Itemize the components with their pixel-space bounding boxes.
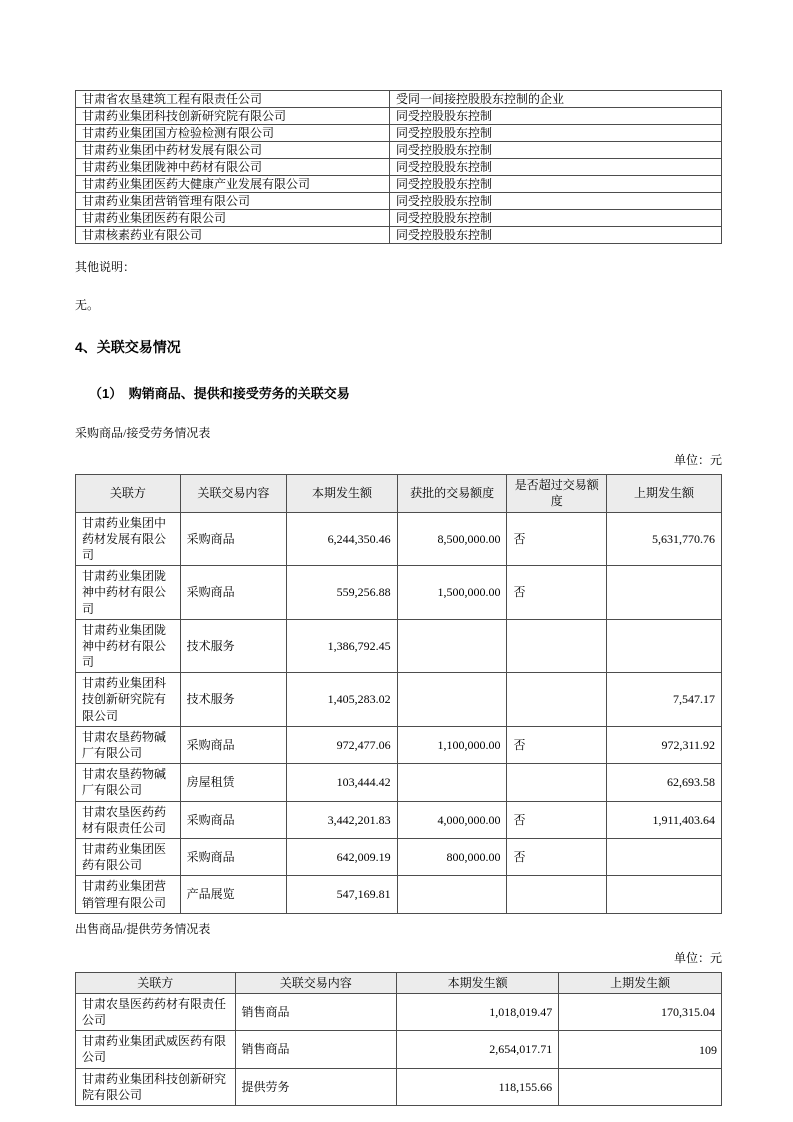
table-cell: 170,315.04 (559, 993, 722, 1030)
table-row (76, 210, 722, 227)
section-title: 4、关联交易情况 (75, 339, 181, 356)
table-cell: 547,169.81 (287, 876, 397, 913)
table-cell (606, 876, 721, 913)
table-cell: 销售商品 (235, 993, 397, 1030)
table-cell: 销售商品 (235, 1031, 397, 1068)
table-cell: 甘肃药业集团陇神中药材有限公司 (76, 619, 181, 673)
table-cell: 甘肃药业集团营销管理有限公司 (76, 193, 390, 210)
table-cell: 甘肃药业集团医药大健康产业发展有限公司 (76, 176, 390, 193)
table-row (76, 125, 722, 142)
table-row (76, 227, 722, 244)
column-header: 关联交易内容 (180, 475, 287, 512)
table-cell: 采购商品 (180, 566, 287, 620)
table-cell: 甘肃药业集团中药材发展有限公司 (76, 142, 390, 159)
table-row (76, 876, 722, 913)
table-cell: 6,244,350.46 (287, 512, 397, 566)
table-row (76, 193, 722, 210)
table-row (76, 142, 722, 159)
table-cell: 否 (507, 726, 606, 763)
sales-table-caption: 出售商品/提供劳务情况表 (75, 921, 211, 936)
table-cell: 甘肃省农垦建筑工程有限责任公司 (76, 91, 390, 108)
table-cell: 972,477.06 (287, 726, 397, 763)
column-header: 关联方 (76, 475, 181, 512)
page-number: 109 (699, 1043, 717, 1057)
table-row (76, 801, 722, 838)
table-cell: 1,405,283.02 (287, 673, 397, 727)
table-cell: 8,500,000.00 (397, 512, 507, 566)
column-header: 关联交易内容 (235, 972, 397, 993)
table-cell (397, 764, 507, 801)
table-cell: 7,547.17 (606, 673, 721, 727)
table-cell: 甘肃药业集团科技创新研究院有限公司 (76, 1068, 236, 1105)
table-row (76, 1031, 722, 1068)
table-cell: 同受控股股东控制 (389, 193, 721, 210)
table-row (76, 838, 722, 875)
table-cell: 甘肃药业集团医药有限公司 (76, 210, 390, 227)
table-cell: 642,009.19 (287, 838, 397, 875)
table-row (76, 566, 722, 620)
table-cell: 甘肃药业集团国方检验检测有限公司 (76, 125, 390, 142)
other-notes-label: 其他说明： (75, 260, 136, 274)
purchase-table-unit-label: 单位：元 (673, 453, 722, 468)
table-cell: 否 (507, 801, 606, 838)
sales-goods-services-table (75, 972, 722, 1106)
sales-table-unit-label: 单位：元 (673, 950, 722, 965)
table-cell: 否 (507, 566, 606, 620)
column-header: 获批的交易额度 (397, 475, 507, 512)
table-cell: 559,256.88 (287, 566, 397, 620)
table-cell (606, 566, 721, 620)
purchase-table-caption: 采购商品/接受劳务情况表 (75, 426, 211, 441)
column-header: 关联方 (76, 972, 236, 993)
table-cell: 同受控股股东控制 (389, 210, 721, 227)
table-cell: 同受控股股东控制 (389, 125, 721, 142)
column-header: 本期发生额 (287, 475, 397, 512)
table-cell: 1,500,000.00 (397, 566, 507, 620)
table-row (76, 91, 722, 108)
table-cell: 1,911,403.64 (606, 801, 721, 838)
column-header: 上期发生额 (606, 475, 721, 512)
table-cell: 采购商品 (180, 512, 287, 566)
table-cell: 甘肃药业集团科技创新研究院有限公司 (76, 108, 390, 125)
table-cell: 103,444.42 (287, 764, 397, 801)
table-cell: 采购商品 (180, 726, 287, 763)
table-cell: 62,693.58 (606, 764, 721, 801)
subsection-title: （1） 购销商品、提供和接受劳务的关联交易 (89, 386, 350, 402)
column-header: 本期发生额 (397, 972, 559, 993)
table-cell: 甘肃药业集团陇神中药材有限公司 (76, 566, 181, 620)
table-row (76, 1068, 722, 1105)
table-cell: 800,000.00 (397, 838, 507, 875)
table-cell: 甘肃药业集团中药材发展有限公司 (76, 512, 181, 566)
table-cell: 同受控股股东控制 (389, 227, 721, 244)
table-cell (507, 619, 606, 673)
table-cell: 甘肃核素药业有限公司 (76, 227, 390, 244)
table-cell (606, 838, 721, 875)
table-cell: 技术服务 (180, 673, 287, 727)
table-cell (397, 673, 507, 727)
table-row (76, 512, 722, 566)
table-cell: 同受控股股东控制 (389, 142, 721, 159)
table-cell: 1,018,019.47 (397, 993, 559, 1030)
table-cell (507, 876, 606, 913)
table-cell: 1,100,000.00 (397, 726, 507, 763)
table-cell (559, 1031, 722, 1068)
table-cell: 甘肃药业集团陇神中药材有限公司 (76, 159, 390, 176)
table-cell (507, 764, 606, 801)
table-cell: 甘肃药业集团医药有限公司 (76, 838, 181, 875)
table-cell: 118,155.66 (397, 1068, 559, 1105)
table-cell: 甘肃药业集团科技创新研究院有限公司 (76, 673, 181, 727)
table-row (76, 159, 722, 176)
table-cell: 甘肃药业集团营销管理有限公司 (76, 876, 181, 913)
table-cell: 技术服务 (180, 619, 287, 673)
table-cell: 甘肃农垦药物碱厂有限公司 (76, 726, 181, 763)
table-cell: 同受控股股东控制 (389, 159, 721, 176)
table-cell: 受同一间接控股股东控制的企业 (389, 91, 721, 108)
table-cell: 采购商品 (180, 801, 287, 838)
table-cell: 甘肃农垦医药药材有限责任公司 (76, 993, 236, 1030)
table-row (76, 108, 722, 125)
table-row (76, 764, 722, 801)
table-cell: 1,386,792.45 (287, 619, 397, 673)
table-cell: 甘肃农垦医药药材有限责任公司 (76, 801, 181, 838)
table-cell: 采购商品 (180, 838, 287, 875)
table-cell: 房屋租赁 (180, 764, 287, 801)
related-party-relationship-table (75, 90, 722, 244)
table-cell (397, 619, 507, 673)
column-header: 上期发生额 (559, 972, 722, 993)
table-row (76, 993, 722, 1030)
table-cell: 5,631,770.76 (606, 512, 721, 566)
other-notes-content: 无。 (75, 297, 100, 312)
purchase-goods-services-table (75, 474, 722, 914)
table-cell: 2,654,017.71 (397, 1031, 559, 1068)
table-cell: 4,000,000.00 (397, 801, 507, 838)
table-cell (559, 1068, 722, 1105)
table-row (76, 619, 722, 673)
table-header-row (76, 972, 722, 993)
table-cell: 972,311.92 (606, 726, 721, 763)
column-header: 是否超过交易额度 (507, 475, 606, 512)
table-row (76, 673, 722, 727)
table-cell (507, 673, 606, 727)
table-cell: 否 (507, 512, 606, 566)
table-cell: 产品展览 (180, 876, 287, 913)
table-header-row (76, 475, 722, 512)
table-cell: 3,442,201.83 (287, 801, 397, 838)
table-cell: 甘肃药业集团武威医药有限公司 (76, 1031, 236, 1068)
table-row (76, 726, 722, 763)
table-cell (397, 876, 507, 913)
table-cell: 甘肃农垦药物碱厂有限公司 (76, 764, 181, 801)
table-cell (606, 619, 721, 673)
table-cell: 提供劳务 (235, 1068, 397, 1105)
table-cell: 同受控股股东控制 (389, 176, 721, 193)
table-cell: 否 (507, 838, 606, 875)
table-row (76, 176, 722, 193)
table-cell: 同受控股股东控制 (389, 108, 721, 125)
